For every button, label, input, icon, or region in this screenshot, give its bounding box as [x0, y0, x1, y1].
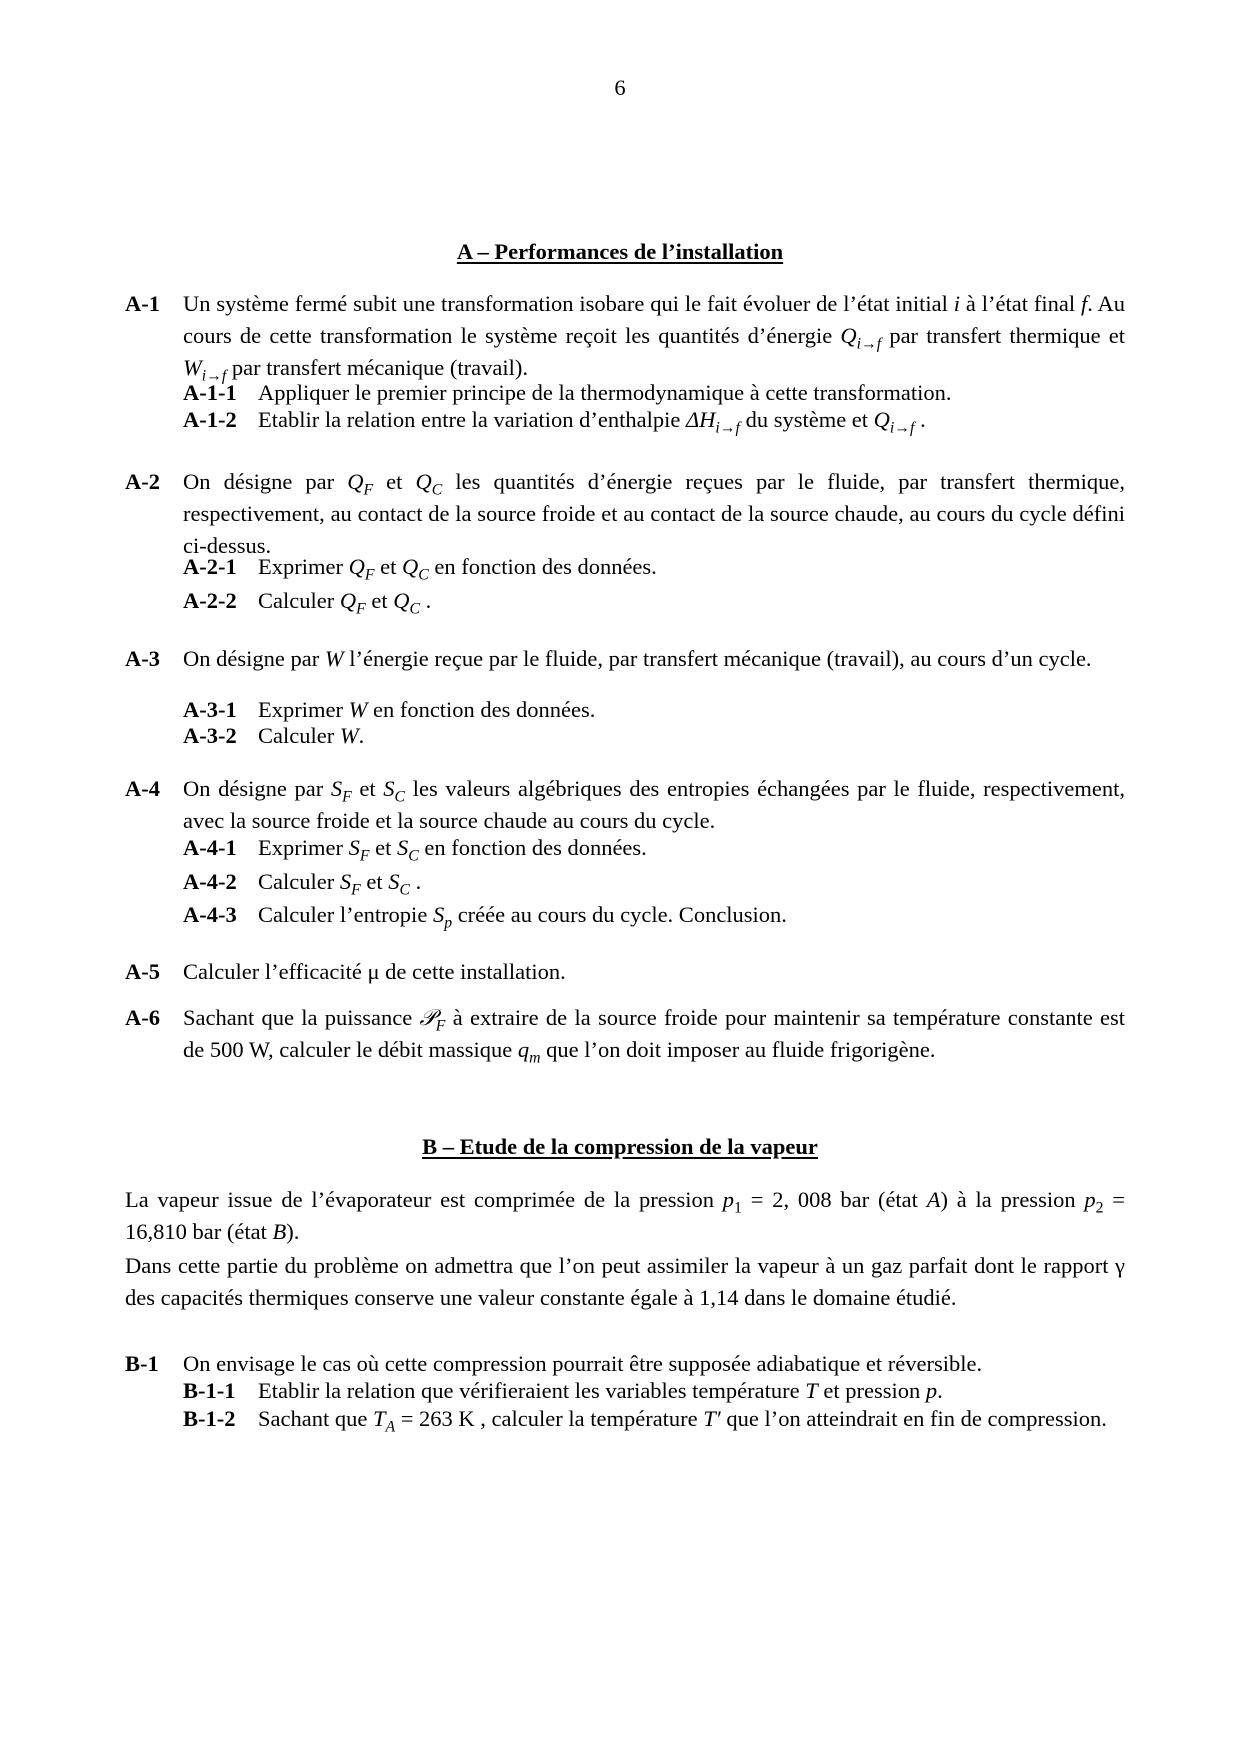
sub-question-text: Exprimer $S_F$ et $S_C$ en fonction des données.: [258, 835, 647, 865]
question-label: B-1: [125, 1351, 159, 1376]
sub-question-a-3-2: [183, 720, 1125, 752]
question-text: On envisage le cas où cette compression pourrait être supposée adiabatique et réversible.: [183, 1351, 983, 1376]
sub-question-label: A-3-2: [183, 723, 237, 748]
sub-question-label: A-4-3: [183, 902, 237, 927]
section-b-intro-1: La vapeur issue de l’évaporateur est comprimée de la pression $p_1 = 2$, 008 bar (état A) à la pression $p_2 = 16,810$ bar (état B).: [125, 1187, 1125, 1244]
question-text: Sachant que la puissance 𝒫$_F$ à extraire de la source froide pour maintenir sa température constante est de 500 W, calculer le débit massique $q_m$ que l’on doit imposer au fluide frigorigène.: [183, 1005, 1125, 1067]
sub-question-text: Appliquer le premier principe de la thermodynamique à cette transformation.: [258, 380, 952, 405]
sub-question-b-1-2: [183, 1403, 1125, 1435]
sub-question-text: Sachant que $T_A = 263$ K , calculer la température T′ que l’on atteindrait en fin de compression.: [258, 1406, 1107, 1436]
question-text: On désigne par $Q_F$ et $Q_C$ les quantités d’énergie reçues par le fluide, par transfert thermique, respectivement, au contact de la source froide et au contact de la source chaude, au cours du cycle défini ci-dessus.: [183, 469, 1125, 558]
question-label: A-5: [125, 959, 160, 984]
sub-question-text: Exprimer W en fonction des données.: [258, 697, 596, 722]
section-a-title: A – Performances de l’installation: [456, 239, 784, 264]
sub-question-label: A-1-2: [183, 407, 237, 432]
sub-question-text: Calculer W.: [258, 723, 365, 748]
sub-question-label: A-2-1: [183, 554, 237, 579]
page-number: 6: [614, 75, 626, 100]
sub-question-text: Calculer $Q_F$ et $Q_C$ .: [258, 588, 432, 618]
question-text: Un système fermé subit une transformation isobare qui le fait évoluer de l’état initial i à l’état final f. Au cours de cette transformation le système reçoit les quantités d’énergie $Q_{i\to f}$ par transfert thermique et $W_{i\to f}$ par transfert mécanique (travail).: [183, 291, 1125, 385]
sub-question-a-4-2: [183, 866, 1125, 898]
question-a-3: [125, 643, 1125, 675]
question-text: Calculer l’efficacité μ de cette installation.: [183, 959, 566, 984]
question-label: A-4: [125, 776, 160, 801]
sub-question-text: Etablir la relation que vérifieraient les variables température T et pression p.: [258, 1378, 943, 1403]
question-label: A-1: [125, 291, 160, 316]
section-b-intro-2: Dans cette partie du problème on admettra que l’on peut assimiler la vapeur à un gaz parfait dont le rapport γ des capacités thermiques conserve une valeur constante égale à 1,14 dans le domaine étudié.: [125, 1253, 1125, 1310]
sub-question-a-2-2: [183, 585, 1125, 617]
sub-question-label: A-4-2: [183, 869, 237, 894]
sub-question-a-1-2: [183, 404, 1125, 436]
question-label: A-2: [125, 469, 160, 494]
sub-question-text: Calculer $S_F$ et $S_C$ .: [258, 869, 422, 899]
sub-question-text: Etablir la relation entre la variation d’enthalpie $\Delta H_{i\to f}$ du système et $Q_{i\to f}$ .: [258, 407, 926, 437]
sub-question-a-4-1: [183, 832, 1125, 864]
question-label: A-6: [125, 1005, 160, 1030]
sub-question-label: A-4-1: [183, 835, 237, 860]
sub-question-label: A-1-1: [183, 380, 237, 405]
sub-question-label: B-1-2: [183, 1406, 236, 1431]
question-a-1: [125, 288, 1125, 384]
question-text: On désigne par $S_F$ et $S_C$ les valeurs algébriques des entropies échangées par le fluide, respectivement, avec la source froide et la source chaude au cours du cycle.: [183, 776, 1125, 833]
question-a-6: [125, 1002, 1125, 1066]
question-text: On désigne par W l’énergie reçue par le fluide, par transfert mécanique (travail), au cours d’un cycle.: [183, 646, 1092, 671]
sub-question-a-4-3: [183, 899, 1125, 931]
question-label: A-3: [125, 646, 160, 671]
sub-question-text: Calculer l’entropie $S_p$ créée au cours du cycle. Conclusion.: [258, 902, 787, 932]
sub-question-a-2-1: [183, 551, 1125, 583]
sub-question-label: B-1-1: [183, 1378, 236, 1403]
sub-question-label: A-2-2: [183, 588, 237, 613]
sub-question-label: A-3-1: [183, 697, 237, 722]
section-b-title: B – Etude de la compression de la vapeur: [422, 1134, 818, 1159]
question-a-2: [125, 466, 1125, 562]
question-a-5: [125, 956, 1125, 988]
question-a-4: [125, 773, 1125, 837]
sub-question-text: Exprimer $Q_F$ et $Q_C$ en fonction des données.: [258, 554, 657, 584]
